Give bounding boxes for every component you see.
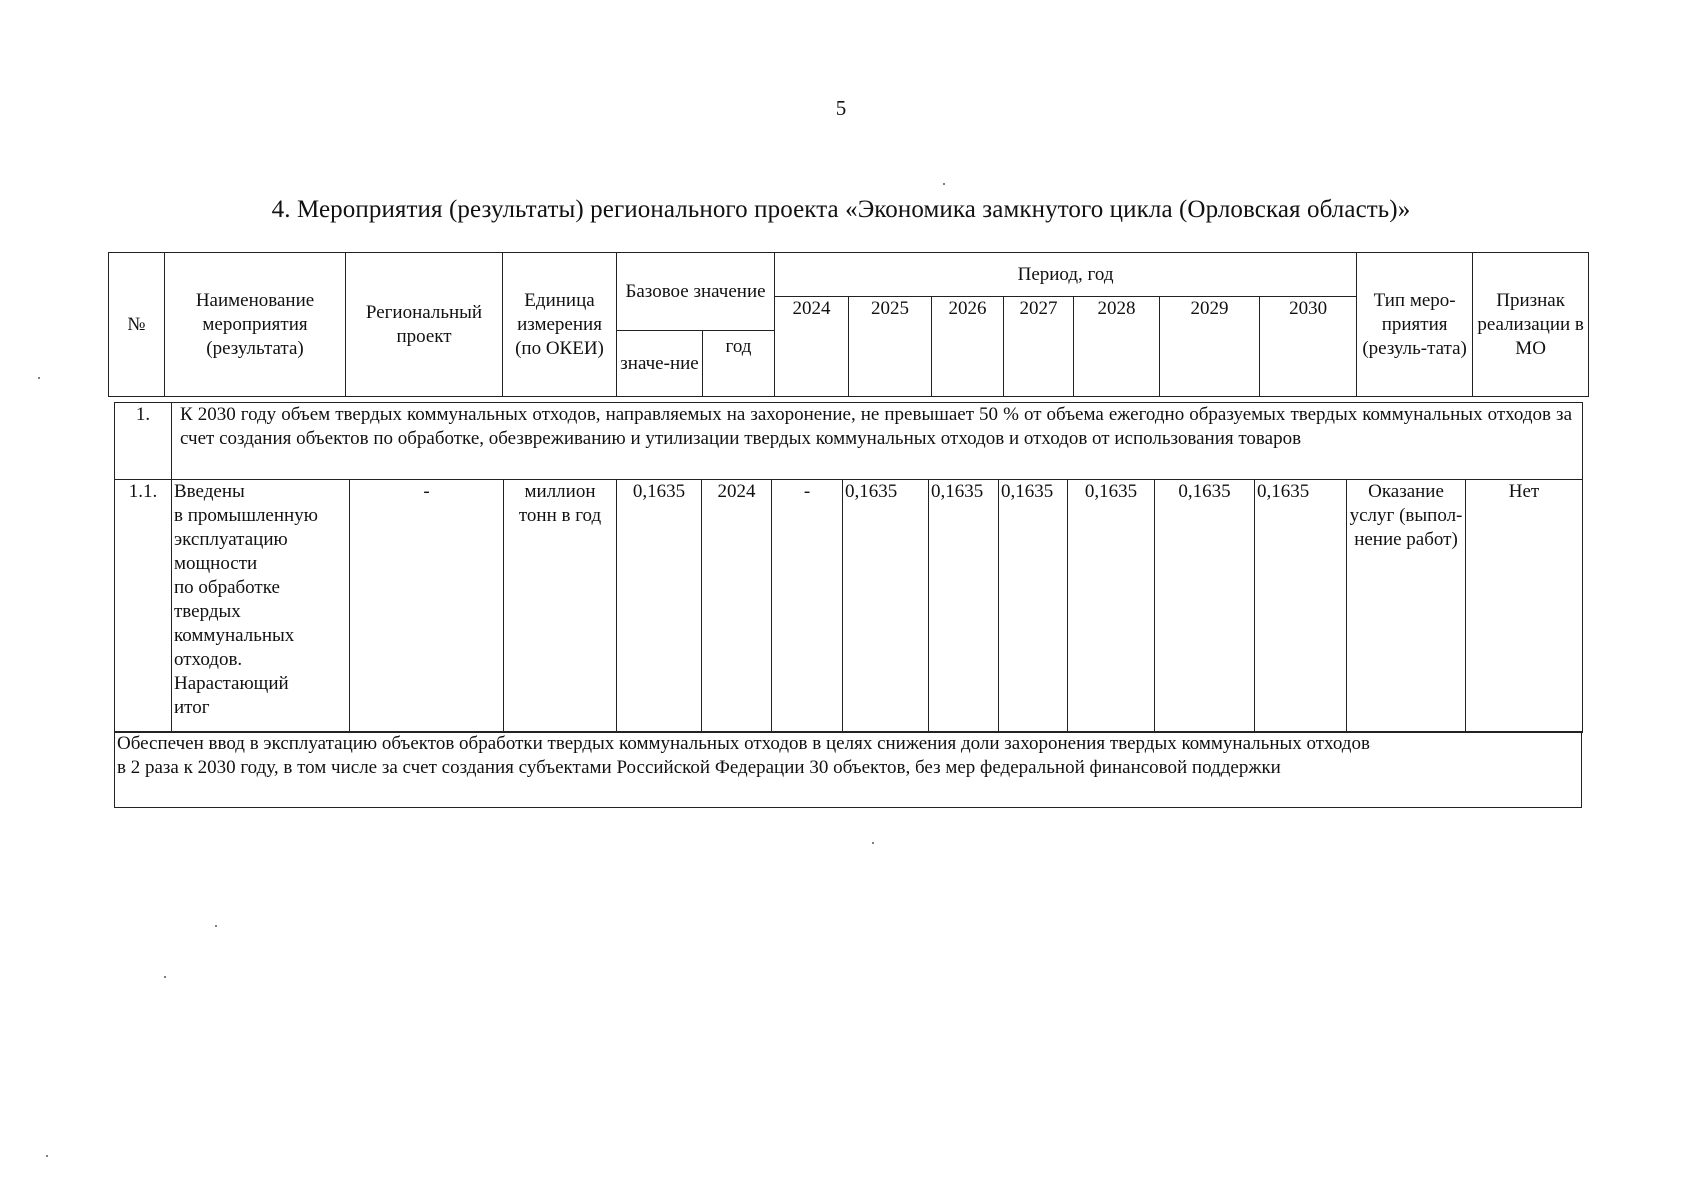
section-title: 4. Мероприятия (результаты) регионального проекта «Экономика замкнутого цикла (Орловская область)»	[271, 196, 1411, 223]
header-name: Наименование мероприятия (результата)	[165, 253, 346, 397]
result-table	[114, 731, 1582, 808]
scan-speck	[164, 976, 166, 978]
header-year: 2024	[775, 297, 849, 397]
scan-speck	[38, 377, 40, 379]
scan-speck	[872, 842, 874, 844]
header-year: 2028	[1074, 297, 1160, 397]
row-base-value: 0,1635	[617, 480, 702, 733]
row-regional-project: -	[350, 480, 504, 733]
header-year: 2029	[1160, 297, 1260, 397]
row-base-year: 2024	[702, 480, 772, 733]
page-number: 5	[835, 96, 847, 120]
scan-speck	[46, 1155, 48, 1157]
header-mo: Признак реализации в МО	[1473, 253, 1589, 397]
row-value-2024: -	[772, 480, 843, 733]
header-base-year: год	[703, 331, 775, 397]
scan-speck	[943, 183, 945, 185]
row-value-2028: 0,1635	[1068, 480, 1155, 733]
header-num: №	[109, 253, 165, 397]
goal-text: К 2030 году объем твердых коммунальных отходов, направляемых на захоронение, не превышает 50 % от объема ежегодно образуемых твердых коммунальных отходов за счет создания объектов по обработке, обезвреживанию и утилизации твердых коммунальных отходов и отходов от использования товаров	[172, 403, 1583, 480]
table-header	[108, 252, 1589, 397]
header-regional-project: Региональный проект	[346, 253, 503, 397]
header-type: Тип меро-приятия (резуль-тата)	[1357, 253, 1473, 397]
goal-table	[114, 402, 1583, 480]
row-value-2030: 0,1635	[1255, 480, 1347, 733]
header-year: 2025	[849, 297, 932, 397]
table-row	[115, 480, 1583, 733]
scan-speck	[215, 925, 217, 927]
header-year: 2026	[932, 297, 1004, 397]
row-unit: миллион тонн в год	[504, 480, 617, 733]
row-mo: Нет	[1466, 480, 1583, 733]
result-description: Обеспечен ввод в эксплуатацию объектов обработки твердых коммунальных отходов в целях снижения доли захоронения твердых коммунальных отходов в 2 раза к 2030 году, в том числе за счет создания субъектами Российской Федерации 30 объектов, без мер федеральной финансовой поддержки	[115, 732, 1582, 808]
row-value-2026: 0,1635	[929, 480, 999, 733]
row-value-2027: 0,1635	[999, 480, 1068, 733]
row-value-2025: 0,1635	[843, 480, 929, 733]
goal-num: 1.	[115, 403, 172, 480]
header-base-value: значе-ние	[617, 331, 703, 397]
row-value-2029: 0,1635	[1155, 480, 1255, 733]
row-num: 1.1.	[115, 480, 172, 733]
data-table	[114, 479, 1583, 733]
header-period: Период, год	[775, 253, 1357, 297]
header-base: Базовое значение	[617, 253, 775, 331]
row-name: Введены в промышленную эксплуатацию мощности по обработке твердых коммунальных отходов. Нарастающий итог	[172, 480, 350, 733]
header-year: 2030	[1260, 297, 1357, 397]
row-type: Оказание услуг (выпол-нение работ)	[1347, 480, 1466, 733]
header-year: 2027	[1004, 297, 1074, 397]
header-unit: Единица измерения (по ОКЕИ)	[503, 253, 617, 397]
